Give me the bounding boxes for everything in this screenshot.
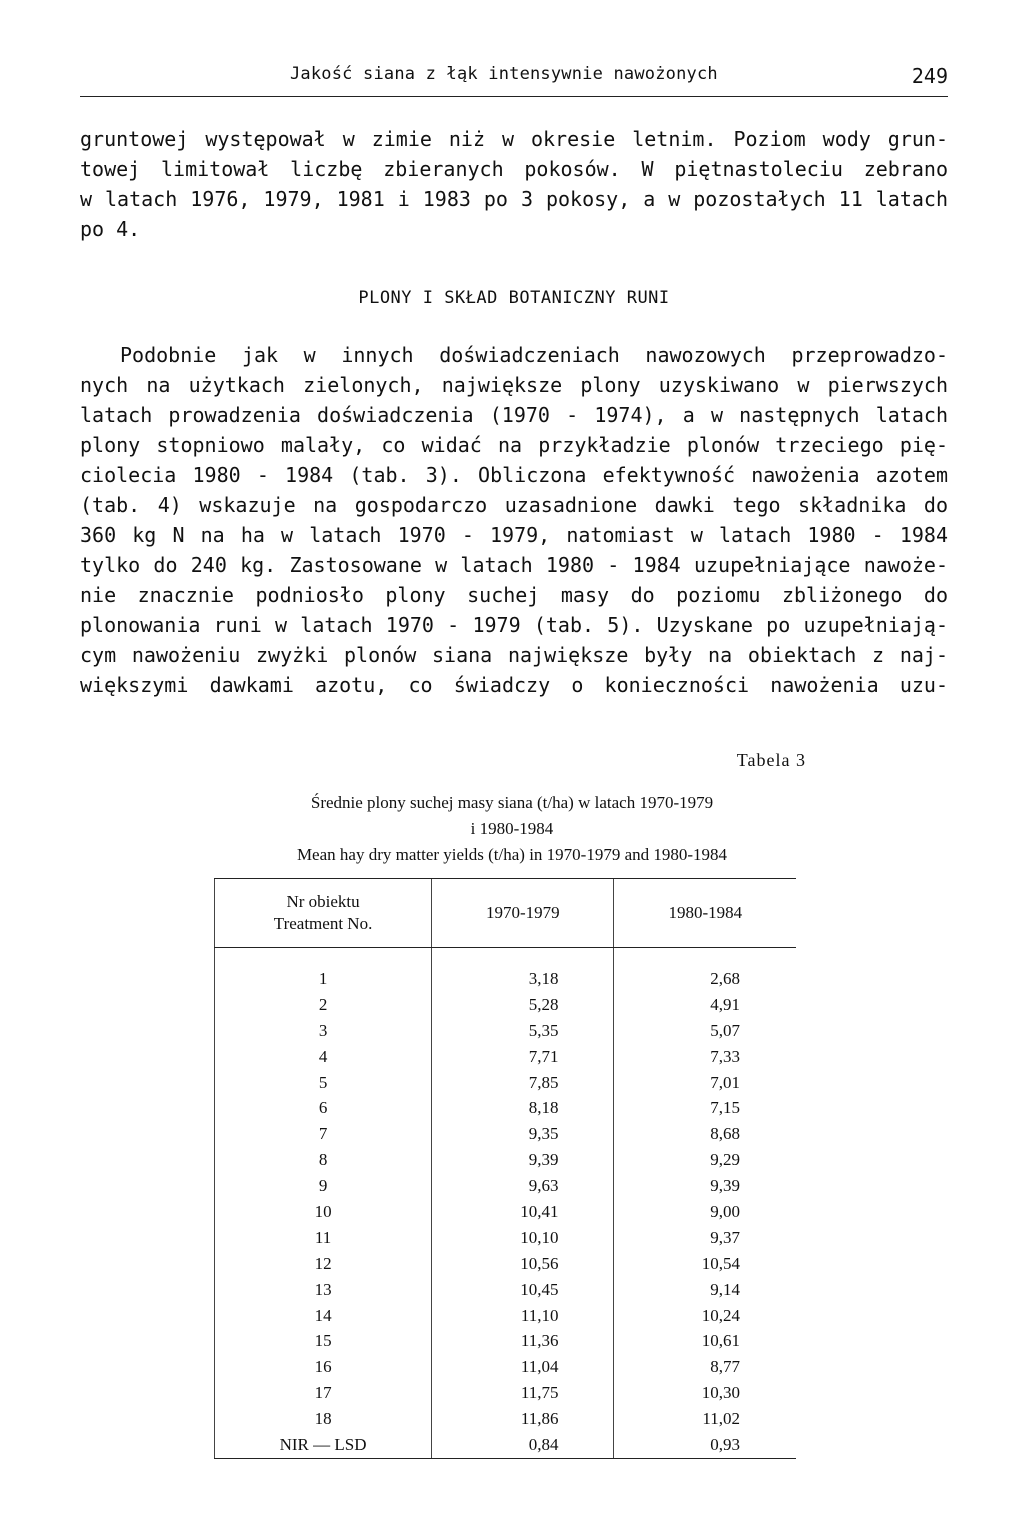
header-object [215,879,432,948]
text-line: plony stopniowo malały, co widać na przykładzie plonów trzeciego pię- [80,433,948,457]
table-row [215,992,797,1018]
table-row [215,1121,797,1147]
text-line: latach prowadzenia doświadczenia (1970 - 1974), a w następnych latach [80,403,948,427]
header-1980-1984: 1980-1984 [613,879,796,948]
cell-object: NIR — LSD [215,1432,432,1458]
text-line: ciolecia 1980 - 1984 (tab. 3). Obliczona efektywność nawożenia azotem [80,463,948,487]
text-line: Podobnie jak w innych doświadczeniach nawozowych przeprowadzo- [120,343,948,367]
text-line: 360 kg N na ha w latach 1970 - 1979, natomiast w latach 1980 - 1984 [80,523,948,547]
cell-object: 18 [215,1406,432,1432]
cell-1970-1979: 11,04 [432,1354,613,1380]
table-caption [214,790,810,868]
table-row [215,1173,797,1199]
cell-1970-1979: 8,18 [432,1095,613,1121]
cell-1970-1979: 5,35 [432,1018,613,1044]
cell-object: 11 [215,1225,432,1251]
table-row [215,1251,797,1277]
cell-1980-1984: 9,00 [613,1199,796,1225]
table-row [215,1095,797,1121]
table-row [215,1328,797,1354]
table-row [215,1225,797,1251]
cell-1980-1984: 4,91 [613,992,796,1018]
cell-1970-1979: 0,84 [432,1432,613,1458]
cell-1970-1979: 5,28 [432,992,613,1018]
text-line: tylko do 240 kg. Zastosowane w latach 1980 - 1984 uzupełniające nawoże- [80,553,948,577]
table-header-row [215,879,797,948]
cell-object: 3 [215,1018,432,1044]
cell-object: 9 [215,1173,432,1199]
cell-1970-1979: 11,86 [432,1406,613,1432]
cell-1970-1979: 11,36 [432,1328,613,1354]
cell-1970-1979: 7,85 [432,1070,613,1096]
cell-1980-1984: 7,33 [613,1044,796,1070]
table-row [215,1199,797,1225]
cell-1980-1984: 9,39 [613,1173,796,1199]
cell-1980-1984: 8,68 [613,1121,796,1147]
cell-1980-1984: 2,68 [613,948,796,992]
yields-table [214,878,796,1459]
cell-1970-1979: 10,45 [432,1277,613,1303]
cell-1980-1984: 10,54 [613,1251,796,1277]
table-row [215,948,797,992]
cell-1970-1979: 9,39 [432,1147,613,1173]
cell-1970-1979: 9,35 [432,1121,613,1147]
header-object-en: Treatment No. [273,914,373,933]
text-line: w latach 1976, 1979, 1981 i 1983 po 3 pokosy, a w pozostałych 11 latach [80,187,948,211]
section-heading: PLONY I SKŁAD BOTANICZNY RUNI [358,288,670,308]
text-line: większymi dawkami azotu, co świadczy o konieczności nawożenia uzu- [80,673,948,697]
table-row [215,1277,797,1303]
cell-object: 6 [215,1095,432,1121]
cell-object: 2 [215,992,432,1018]
table-body [215,948,797,1459]
cell-object: 8 [215,1147,432,1173]
cell-object: 1 [215,948,432,992]
cell-object: 10 [215,1199,432,1225]
cell-1980-1984: 7,01 [613,1070,796,1096]
running-header [80,62,948,97]
caption-line-pl: Średnie plony suchej masy siana (t/ha) w latach 1970-1979 [310,793,714,812]
header-object-pl: Nr obiektu [286,892,360,911]
table-row [215,1303,797,1329]
cell-object: 14 [215,1303,432,1329]
cell-object: 7 [215,1121,432,1147]
cell-1980-1984: 9,29 [613,1147,796,1173]
cell-1980-1984: 10,30 [613,1380,796,1406]
cell-1980-1984: 0,93 [613,1432,796,1458]
cell-object: 5 [215,1070,432,1096]
cell-1970-1979: 7,71 [432,1044,613,1070]
table-row [215,1147,797,1173]
cell-1970-1979: 9,63 [432,1173,613,1199]
cell-object: 4 [215,1044,432,1070]
header-1970-1979: 1970-1979 [432,879,613,948]
caption-line-years: i 1980-1984 [470,819,554,838]
table-row [215,1380,797,1406]
cell-1970-1979: 11,75 [432,1380,613,1406]
cell-object: 12 [215,1251,432,1277]
cell-1970-1979: 3,18 [432,948,613,992]
cell-1980-1984: 11,02 [613,1406,796,1432]
table-row [215,1406,797,1432]
cell-1980-1984: 8,77 [613,1354,796,1380]
table-row [215,1354,797,1380]
table-row [215,1018,797,1044]
paragraph-yields [80,340,948,700]
text-line: plonowania runi w latach 1970 - 1979 (tab. 5). Uzyskane po uzupełniają- [80,613,948,637]
table-row [215,1432,797,1458]
cell-1980-1984: 9,14 [613,1277,796,1303]
text-line: (tab. 4) wskazuje na gospodarczo uzasadnione dawki tego składnika do [80,493,948,517]
table-row [215,1044,797,1070]
text-line: nych na użytkach zielonych, największe plony uzyskiwano w pierwszych [80,373,948,397]
text-line: gruntowej występował w zimie niż w okresie letnim. Poziom wody grun- [80,127,948,151]
cell-object: 13 [215,1277,432,1303]
paragraph-continuation [80,124,948,244]
cell-1970-1979: 10,41 [432,1199,613,1225]
cell-1980-1984: 7,15 [613,1095,796,1121]
cell-1970-1979: 11,10 [432,1303,613,1329]
text-line: cym nawożeniu zwyżki plonów siana największe były na obiektach z naj- [80,643,948,667]
table-row [215,1070,797,1096]
cell-object: 16 [215,1354,432,1380]
cell-object: 15 [215,1328,432,1354]
caption-line-en: Mean hay dry matter yields (t/ha) in 1970-1979 and 1980-1984 [296,845,728,864]
running-title: Jakość siana z łąk intensywnie nawożonych [290,64,718,84]
cell-1980-1984: 10,24 [613,1303,796,1329]
table-label: Tabela 3 [736,750,806,770]
cell-1980-1984: 10,61 [613,1328,796,1354]
cell-object: 17 [215,1380,432,1406]
cell-1980-1984: 9,37 [613,1225,796,1251]
cell-1970-1979: 10,10 [432,1225,613,1251]
text-line: po 4. [80,217,141,241]
page-number: 249 [911,64,948,88]
text-line: nie znacznie podniosło plony suchej masy do poziomu zbliżonego do [80,583,948,607]
cell-1970-1979: 10,56 [432,1251,613,1277]
text-line: towej limitował liczbę zbieranych pokosów. W piętnastoleciu zebrano [80,157,948,181]
cell-1980-1984: 5,07 [613,1018,796,1044]
